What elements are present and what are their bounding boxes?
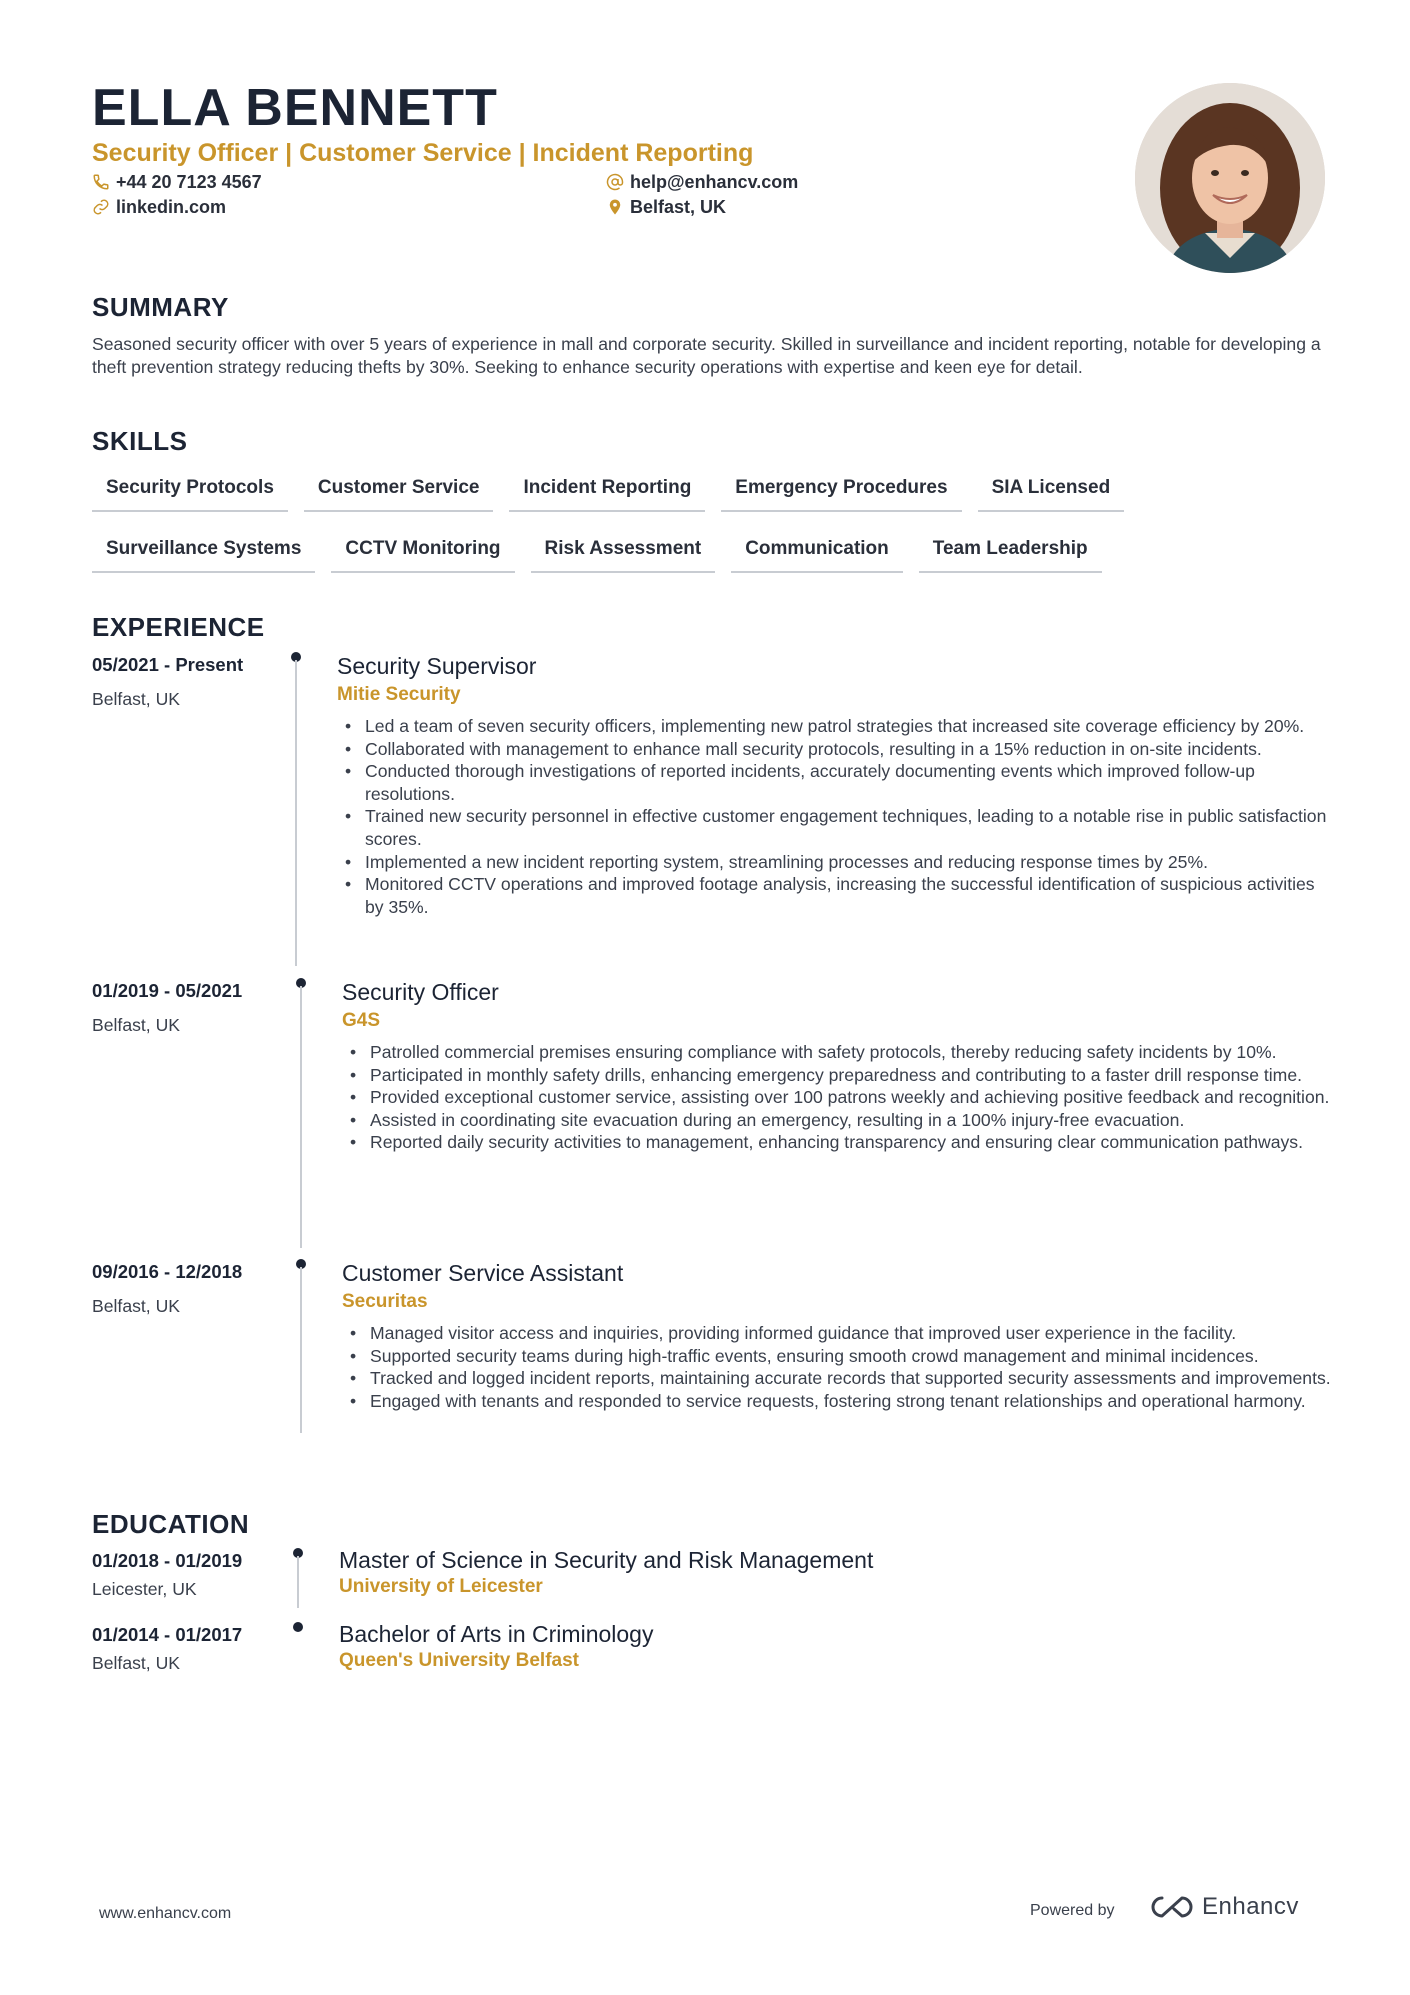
bullet-item: • Tracked and logged incident reports, maintaining accurate records that supported security assessments and improvements. [342,1367,1342,1390]
timeline-line [300,986,302,1248]
bullet-item: • Led a team of seven security officers, implementing new patrol strategies that increased site coverage efficiency by 20%. [337,715,1337,738]
job-meta [92,653,282,711]
skill-tag: Team Leadership [919,531,1102,573]
timeline-line [295,660,297,966]
education-dates: 01/2018 - 01/2019 [92,1550,243,1571]
job-entry [337,651,1337,918]
skill-tag: Risk Assessment [531,531,716,573]
skill-tag: Communication [731,531,903,573]
contact-phone [92,170,262,194]
skill-tag: Emergency Procedures [721,470,961,512]
bullet-item: • Conducted thorough investigations of reported incidents, accurately documenting events which improved follow-up resolutions. [337,760,1337,805]
footer-website-link[interactable]: www.enhancv.com [99,1905,232,1922]
job-title: Customer Service Assistant [342,1260,624,1286]
skill-tag: Security Protocols [92,470,288,512]
linkedin-text: linkedin.com [116,197,227,217]
degree-title: Master of Science in Security and Risk Management [339,1547,874,1573]
job-location: Belfast, UK [92,689,181,709]
profile-photo [1135,83,1325,273]
skills-row [92,531,1332,573]
summary-text: Seasoned security officer with over 5 years of experience in mall and corporate security. Skilled in surveillance and incident reporting, notable for developing a theft prevention strategy reducing thefts by 30%. Seeking to enhance security operations with expertise and keen eye for detail. [92,334,1321,377]
skill-tag: SIA Licensed [978,470,1125,512]
job-bullets [342,1322,1342,1412]
phone-text: +44 20 7123 4567 [116,172,262,192]
bullet-item: • Engaged with tenants and responded to service requests, fostering strong tenant relationships and operational harmony. [342,1390,1342,1413]
brand-logo[interactable] [1148,1893,1299,1921]
skill-tag: CCTV Monitoring [331,531,514,573]
link-icon [92,198,110,216]
bullet-item: • Reported daily security activities to management, enhancing transparency and ensuring clear communication pathways. [342,1131,1342,1154]
job-dates: 01/2019 - 05/2021 [92,980,243,1001]
job-title: Security Officer [342,979,499,1005]
education-dates: 01/2014 - 01/2017 [92,1624,243,1645]
job-meta [92,1260,282,1318]
timeline-dot [293,1622,303,1632]
portrait-illustration [1135,83,1325,273]
summary-heading: SUMMARY [92,292,229,322]
contact-linkedin[interactable] [92,195,226,219]
job-company: Securitas [342,1291,428,1312]
bullet-item: • Provided exceptional customer service, assisting over 100 patrons weekly and achieving positive feedback and recognition. [342,1086,1342,1109]
job-company: G4S [342,1010,381,1031]
skills-row [92,470,1332,512]
job-company: Mitie Security [337,684,461,705]
skills-list [92,470,1332,592]
headline: Security Officer | Customer Service | Incident Reporting [92,139,754,167]
job-location: Belfast, UK [92,1015,181,1035]
job-meta [92,979,282,1037]
bullet-item: • Managed visitor access and inquiries, providing informed guidance that improved user experience in the facility. [342,1322,1342,1345]
bullet-item: • Trained new security personnel in effective customer engagement techniques, leading to a notable rise in public satisfaction scores. [337,805,1337,850]
bullet-item: • Assisted in coordinating site evacuation during an emergency, resulting in a 100% injury-free evacuation. [342,1109,1342,1132]
education-meta [92,1623,282,1675]
job-dates: 09/2016 - 12/2018 [92,1261,243,1282]
job-location: Belfast, UK [92,1296,181,1316]
education-meta [92,1549,282,1601]
enhancv-logo-icon [1148,1894,1196,1920]
phone-icon [92,173,110,191]
email-text: help@enhancv.com [630,172,799,192]
timeline-line [300,1267,302,1433]
skill-tag: Customer Service [304,470,494,512]
bullet-item: • Patrolled commercial premises ensuring compliance with safety protocols, thereby reducing safety incidents by 10%. [342,1041,1342,1064]
education-heading: EDUCATION [92,1509,250,1539]
contact-location [606,195,726,219]
experience-heading: EXPERIENCE [92,612,265,642]
location-text: Belfast, UK [630,197,727,217]
skill-tag: Incident Reporting [509,470,705,512]
job-bullets [342,1041,1342,1154]
job-title: Security Supervisor [337,653,537,679]
education-location: Belfast, UK [92,1653,181,1673]
education-entry [339,1545,1339,1599]
skill-tag: Surveillance Systems [92,531,315,573]
skills-heading: SKILLS [92,426,188,456]
job-dates: 05/2021 - Present [92,654,244,675]
bullet-item: • Participated in monthly safety drills, enhancing emergency preparedness and contributing to a faster drill response time. [342,1064,1342,1087]
at-sign-icon [606,173,624,191]
school-name: Queen's University Belfast [339,1650,579,1671]
powered-by-label: Powered by [1030,1902,1115,1919]
job-entry [342,1258,1342,1412]
location-pin-icon [606,198,624,216]
education-entry [339,1619,1339,1673]
candidate-name: ELLA BENNETT [92,79,498,137]
bullet-item: • Implemented a new incident reporting system, streamlining processes and reducing response times by 25%. [337,851,1337,874]
school-name: University of Leicester [339,1576,543,1597]
job-bullets [337,715,1337,918]
contact-email[interactable] [606,170,798,194]
bullet-item: • Collaborated with management to enhance mall security protocols, resulting in a 15% reduction in on-site incidents. [337,738,1337,761]
job-entry [342,977,1342,1154]
brand-name: Enhancv [1202,1893,1299,1920]
bullet-item: • Monitored CCTV operations and improved footage analysis, increasing the successful identification of suspicious activities by 35%. [337,873,1337,918]
degree-title: Bachelor of Arts in Criminology [339,1621,654,1647]
bullet-item: • Supported security teams during high-traffic events, ensuring smooth crowd management and minimal incidences. [342,1345,1342,1368]
education-location: Leicester, UK [92,1579,197,1599]
timeline-line [297,1556,299,1608]
